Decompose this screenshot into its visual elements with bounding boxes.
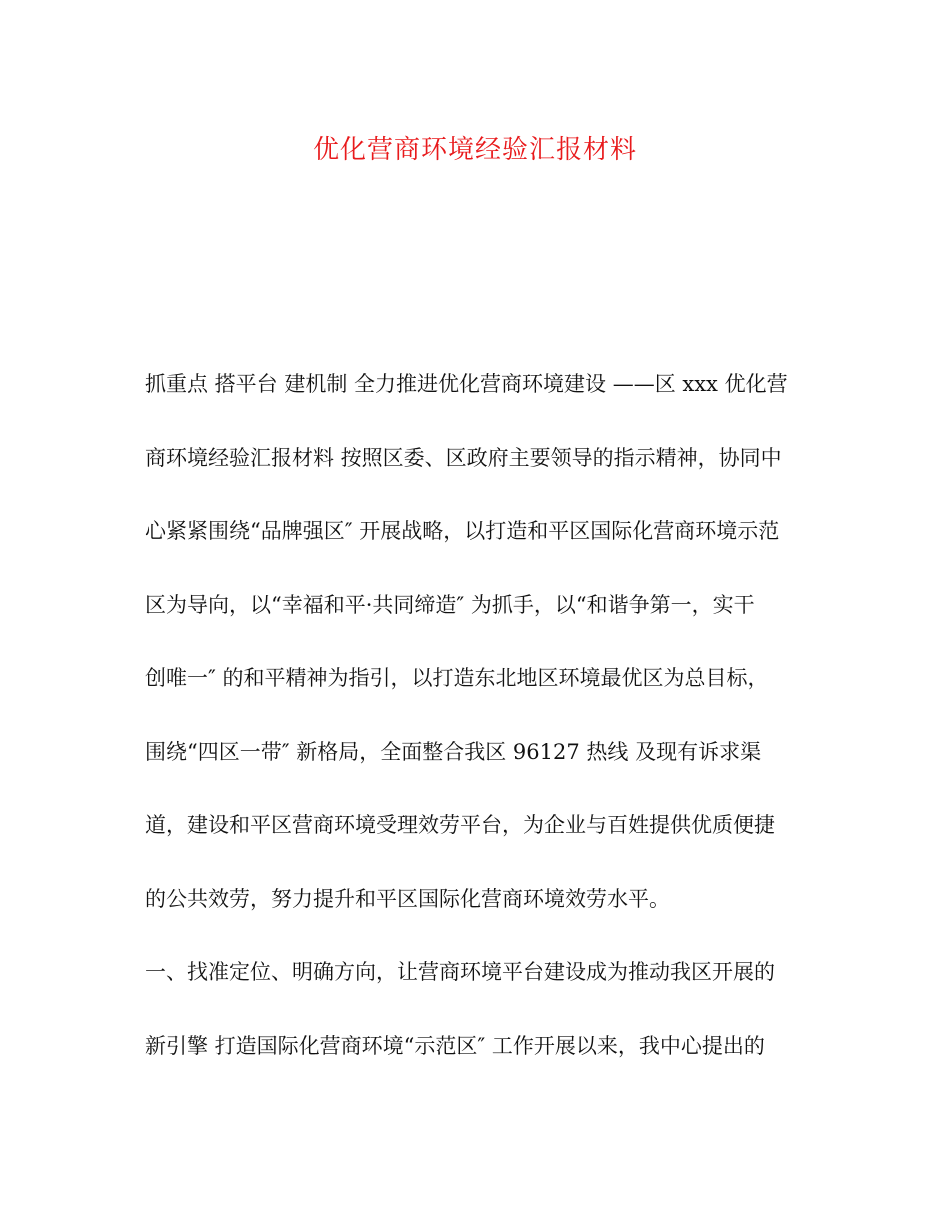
document-title: 优化营商环境经验汇报材料 (312, 135, 637, 165)
body-line-1: 抓重点 搭平台 建机制 全力推进优化营商环境建设 ——区 xxx 优化营 (145, 372, 788, 396)
document-body (145, 363, 825, 1098)
body-line-6: 围绕“四区一带″ 新格局，全面整合我区 96127 热线 及现有诉求渠 (145, 739, 762, 764)
body-line-7: 道，建设和平区营商环境受理效劳平台，为企业与百姓提供优质便捷 (145, 813, 775, 837)
body-line-10: 新引擎 打造国际化营商环境“示范区″ 工作开展以来，我中心提出的 (145, 1033, 765, 1058)
body-line-9: 一、找准定位、明确方向，让营商环境平台建设成为推动我区开展的 (145, 960, 775, 984)
body-line-2: 商环境经验汇报材料 按照区委、区政府主要领导的指示精神，协同中 (145, 445, 782, 470)
body-line-5: 创唯一″ 的和平精神为指引，以打造东北地区环境最优区为总目标， (145, 666, 769, 690)
body-line-4: 区为导向，以“幸福和平·共同缔造″ 为抓手，以“和谐争第一，实干 (145, 592, 755, 617)
body-line-3: 心紧紧围绕“品牌强区″ 开展战略，以打造和平区国际化营商环境示范 (145, 519, 780, 543)
body-line-8: 的公共效劳，努力提升和平区国际化营商环境效劳水平。 (145, 886, 670, 911)
